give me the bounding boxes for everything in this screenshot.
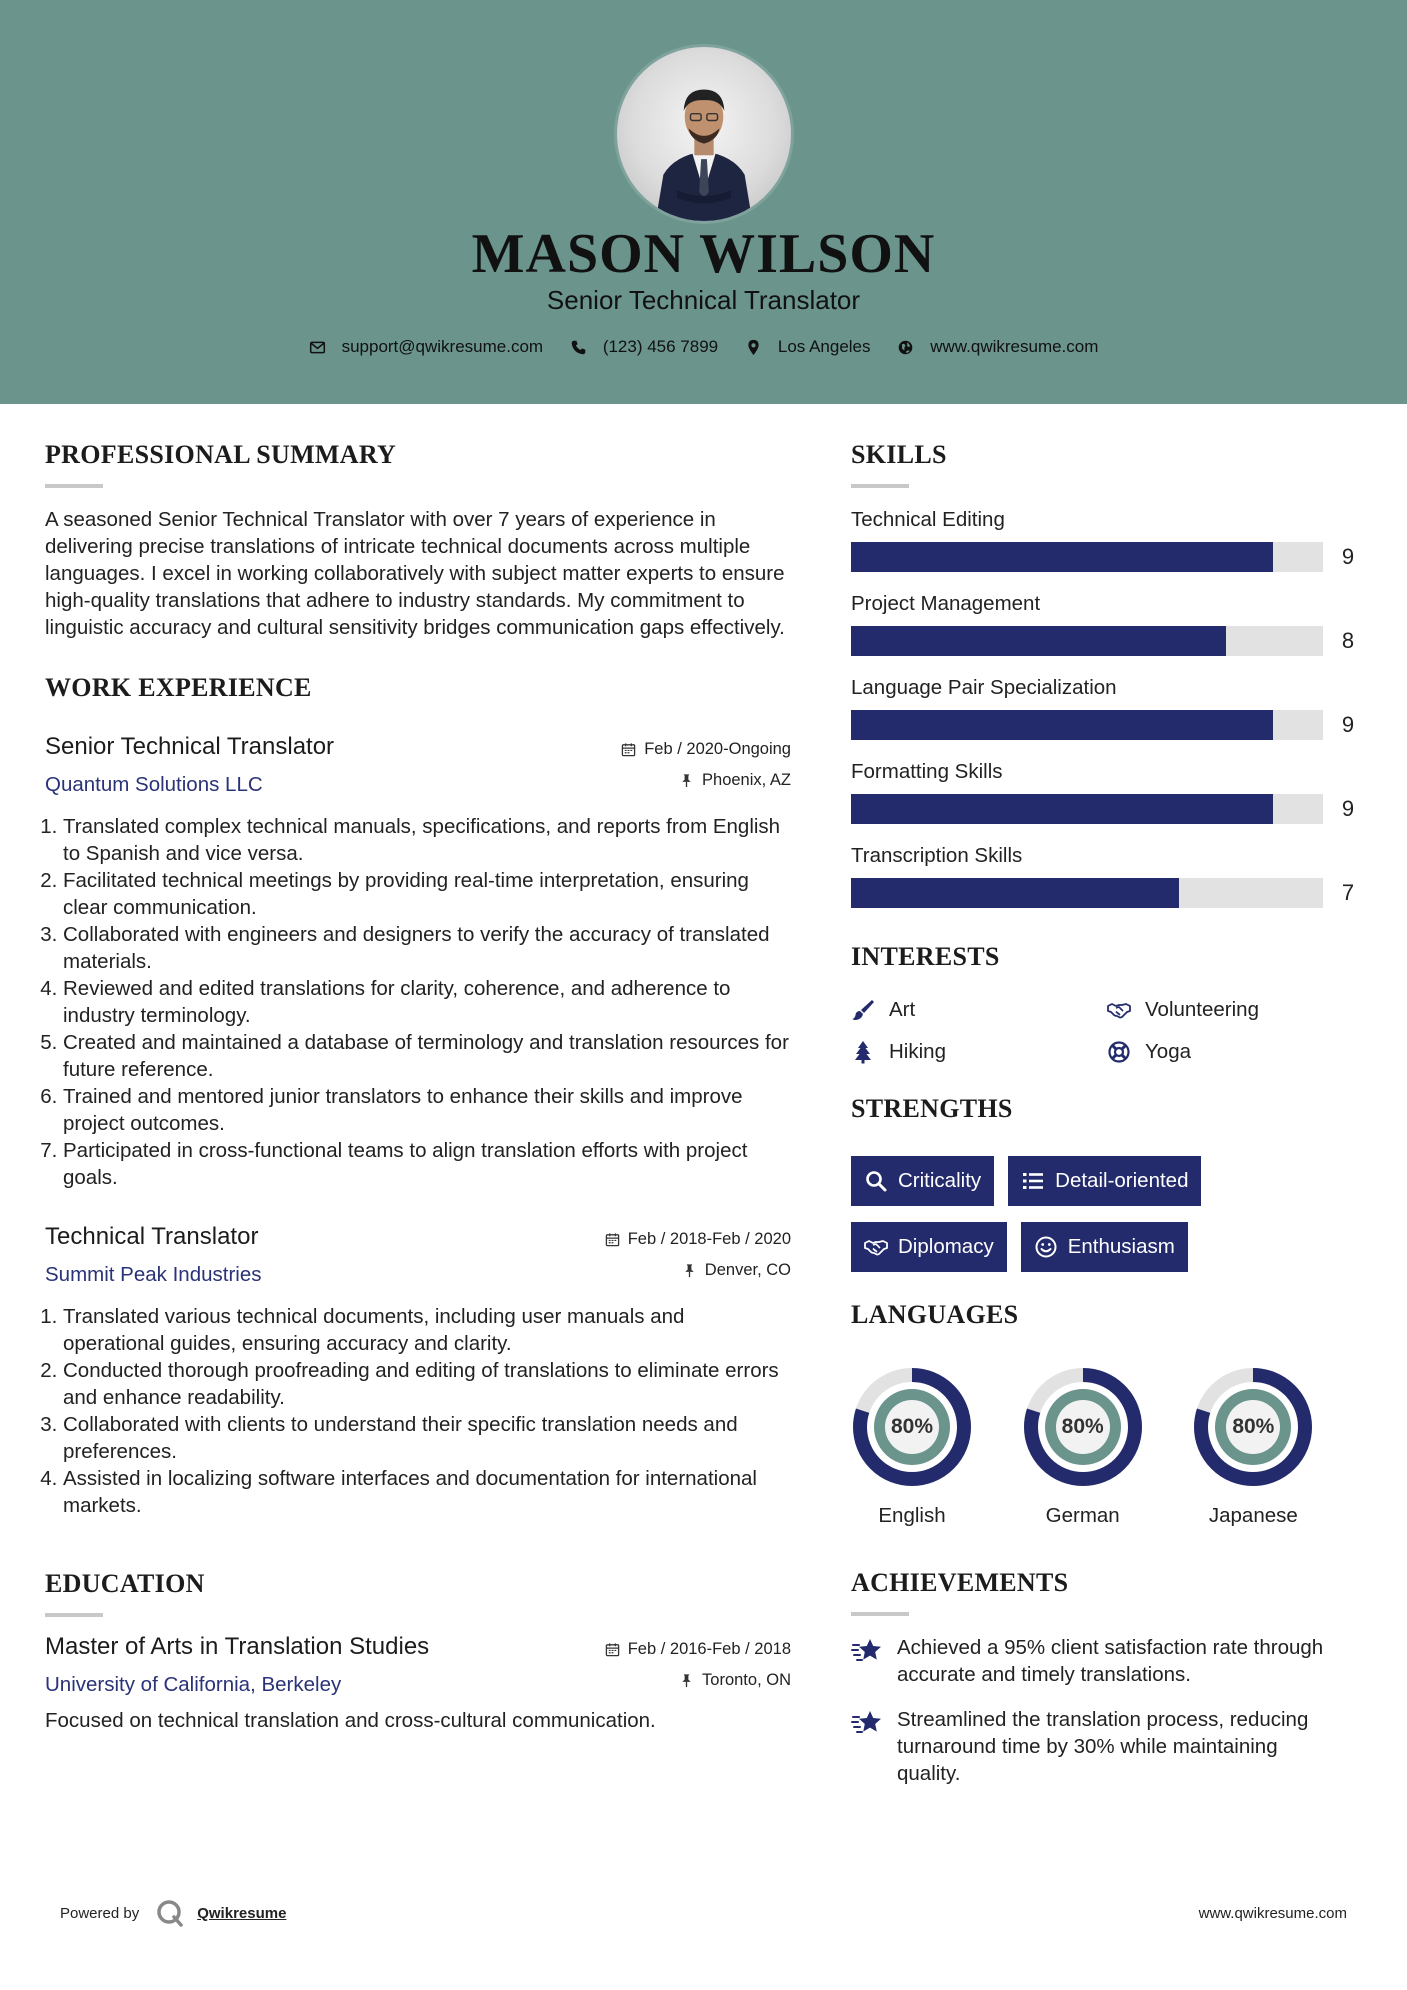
skill-row	[851, 794, 1363, 824]
section-divider	[851, 484, 909, 488]
strengths-list	[851, 1156, 1281, 1272]
strength-chip	[851, 1156, 994, 1206]
job-duties	[45, 1303, 791, 1519]
skill-bar	[851, 794, 1323, 824]
skill-row	[851, 878, 1363, 908]
skill-value: 7	[1341, 880, 1355, 905]
degree-title: Master of Arts in Translation Studies	[45, 1633, 430, 1660]
interest-item	[1107, 1040, 1363, 1064]
education-meta	[605, 1639, 791, 1690]
interest-item	[851, 998, 1107, 1022]
skill-bar-fill	[851, 878, 1179, 908]
search-icon	[864, 1169, 888, 1193]
language-percent: 80%	[1061, 1415, 1104, 1438]
language-name: Japanese	[1208, 1504, 1298, 1527]
section-title: INTERESTS	[851, 942, 1000, 971]
language-ring	[1022, 1366, 1144, 1488]
paintbrush-icon	[851, 998, 875, 1022]
skill-bar-fill	[851, 794, 1273, 824]
section-title: ACHIEVEMENTS	[851, 1568, 1069, 1597]
skill-bar	[851, 626, 1323, 656]
languages-list	[851, 1366, 1363, 1528]
experience-section	[45, 673, 791, 1519]
achievement-text: Streamlined the translation process, reducing turnaround time by 30% while maintaining quality.	[897, 1708, 1309, 1785]
skill-bar	[851, 710, 1323, 740]
map-pin-icon	[745, 339, 762, 356]
interest-label: Hiking	[889, 1040, 946, 1063]
section-title: PROFESSIONAL SUMMARY	[45, 440, 397, 469]
skills-list	[851, 508, 1363, 908]
education-dates: Feb / 2016-Feb / 2018	[627, 1639, 791, 1658]
skill-bar	[851, 878, 1323, 908]
calendar-icon	[621, 742, 636, 757]
contact-phone[interactable]	[570, 337, 718, 357]
skill-item	[851, 844, 1363, 908]
contact-phone-text: (123) 456 7899	[602, 337, 719, 356]
skill-name: Transcription Skills	[851, 844, 1023, 867]
language-item	[851, 1366, 1022, 1528]
interests-section	[851, 942, 1363, 1064]
skill-row	[851, 710, 1363, 740]
interest-item	[851, 1040, 1107, 1064]
strength-chip	[1021, 1222, 1188, 1272]
profile-photo	[614, 44, 794, 224]
section-title: SKILLS	[851, 440, 947, 469]
education-entry	[45, 1633, 791, 1734]
skill-bar-fill	[851, 626, 1226, 656]
duty-item: 4. Assisted in localizing software interfaces and documentation for international markets.	[63, 1465, 791, 1519]
duty-item: 1. Translated various technical documents, including user manuals and operational guides, ensuring accuracy and clarity.	[63, 1303, 791, 1357]
footer-website[interactable]: www.qwikresume.com	[1198, 1905, 1347, 1922]
job-location: Phoenix, AZ	[702, 770, 791, 789]
skill-bar	[851, 542, 1323, 572]
tree-icon	[851, 1040, 875, 1064]
job-company: Summit Peak Industries	[45, 1263, 262, 1286]
star-award-icon	[851, 1708, 883, 1738]
footer-powered-by	[60, 1898, 286, 1928]
job-entry	[45, 1223, 791, 1519]
section-divider	[851, 1612, 909, 1616]
job-title: Senior Technical Translator	[45, 733, 335, 760]
skill-bar-fill	[851, 710, 1273, 740]
qwikresume-logo-icon	[155, 1898, 185, 1928]
section-divider	[45, 1613, 103, 1617]
interest-label: Volunteering	[1145, 998, 1259, 1021]
duty-item: 3. Collaborated with engineers and designers to verify the accuracy of translated materials.	[63, 921, 791, 975]
contact-email-text: support@qwikresume.com	[341, 337, 544, 356]
globe-icon	[897, 339, 914, 356]
skill-item	[851, 592, 1363, 656]
duty-item: 1. Translated complex technical manuals, specifications, and reports from English to Spanish and vice versa.	[63, 813, 791, 867]
contact-website[interactable]	[897, 337, 1098, 357]
job-meta	[621, 739, 791, 790]
language-item	[1022, 1366, 1193, 1528]
skill-value: 9	[1341, 712, 1355, 737]
skill-name: Formatting Skills	[851, 760, 1003, 783]
lifebuoy-icon	[1107, 1040, 1131, 1064]
handshake-icon	[1107, 998, 1131, 1022]
candidate-role: Senior Technical Translator	[546, 285, 861, 315]
candidate-name: MASON WILSON	[471, 223, 936, 285]
section-divider	[45, 484, 103, 488]
job-company: Quantum Solutions LLC	[45, 773, 263, 796]
smile-icon	[1034, 1235, 1058, 1259]
section-title: EDUCATION	[45, 1569, 205, 1598]
achievements-section	[851, 1568, 1363, 1787]
skill-row	[851, 542, 1363, 572]
interest-item	[1107, 998, 1363, 1022]
qwikresume-link[interactable]: Qwikresume	[197, 1904, 287, 1922]
contact-website-text: www.qwikresume.com	[930, 337, 1099, 356]
pushpin-icon	[682, 1263, 697, 1278]
skill-item	[851, 760, 1363, 824]
duty-item: 4. Reviewed and edited translations for clarity, coherence, and adherence to industry terminology.	[63, 975, 791, 1029]
strengths-section	[851, 1094, 1363, 1272]
education-section	[45, 1569, 791, 1734]
section-title: STRENGTHS	[851, 1094, 1013, 1123]
job-meta	[605, 1229, 791, 1280]
achievement-item	[851, 1706, 1363, 1787]
job-dates: Feb / 2018-Feb / 2020	[627, 1229, 791, 1248]
section-title: LANGUAGES	[851, 1300, 1019, 1329]
skill-value: 9	[1341, 796, 1355, 821]
strength-chip	[851, 1222, 1007, 1272]
strength-label: Criticality	[898, 1169, 982, 1192]
skill-row	[851, 626, 1363, 656]
contact-bar	[0, 337, 1407, 361]
resume-header	[0, 0, 1407, 404]
duty-item: 2. Facilitated technical meetings by providing real-time interpretation, ensuring clear communication.	[63, 867, 791, 921]
pushpin-icon	[679, 773, 694, 788]
interest-label: Art	[889, 998, 916, 1021]
job-location: Denver, CO	[704, 1260, 791, 1279]
strength-label: Detail-oriented	[1055, 1169, 1189, 1192]
summary-section	[45, 440, 791, 641]
right-column	[851, 440, 1363, 1787]
language-percent: 80%	[890, 1415, 934, 1438]
phone-icon	[570, 339, 587, 356]
skill-bar-fill	[851, 542, 1273, 572]
interests-list	[851, 998, 1363, 1064]
calendar-icon	[605, 1232, 620, 1247]
education-location: Toronto, ON	[702, 1670, 791, 1689]
handshake-icon	[864, 1235, 888, 1259]
job-duties	[45, 813, 791, 1191]
job-entry	[45, 733, 791, 1191]
skills-section	[851, 440, 1363, 908]
skill-item	[851, 508, 1363, 572]
achievement-item	[851, 1634, 1363, 1688]
duty-item: 5. Created and maintained a database of terminology and translation resources for future reference.	[63, 1029, 791, 1083]
summary-text: A seasoned Senior Technical Translator with over 7 years of experience in delivering precise translations of intricate technical documents across multiple languages. I excel in working collaboratively with subject matter experts to ensure high-quality translations that adhere to industry standards. My commitment to linguistic accuracy and cultural sensitivity bridges communication gaps effectively.	[45, 508, 785, 639]
skill-name: Technical Editing	[851, 508, 1005, 531]
skill-value: 8	[1341, 628, 1355, 653]
language-item	[1192, 1366, 1363, 1528]
language-name: German	[1045, 1504, 1120, 1527]
skill-item	[851, 676, 1363, 740]
envelope-icon	[309, 339, 326, 356]
list-icon	[1021, 1169, 1045, 1193]
strength-chip	[1008, 1156, 1201, 1206]
language-ring	[851, 1366, 973, 1488]
job-dates: Feb / 2020-Ongoing	[644, 739, 791, 758]
duty-item: 6. Trained and mentored junior translators to enhance their skills and improve project outcomes.	[63, 1083, 791, 1137]
section-title: WORK EXPERIENCE	[45, 673, 312, 702]
duty-item: 2. Conducted thorough proofreading and editing of translations to eliminate errors and enhance readability.	[63, 1357, 791, 1411]
contact-location	[745, 337, 871, 357]
duty-item: 7. Participated in cross-functional teams to align translation efforts with project goals.	[63, 1137, 791, 1191]
strength-label: Enthusiasm	[1067, 1235, 1175, 1258]
language-percent: 80%	[1232, 1415, 1275, 1438]
job-title: Technical Translator	[45, 1223, 259, 1250]
left-column	[45, 440, 791, 1734]
calendar-icon	[605, 1642, 620, 1657]
contact-email[interactable]	[309, 337, 544, 357]
duty-item: 3. Collaborated with clients to understand their specific translation needs and preferences.	[63, 1411, 791, 1465]
achievement-text: Achieved a 95% client satisfaction rate through accurate and timely translations.	[897, 1636, 1324, 1686]
star-award-icon	[851, 1636, 883, 1666]
languages-section	[851, 1300, 1363, 1528]
education-description: Focused on technical translation and cross-cultural communication.	[45, 1709, 656, 1732]
skill-name: Language Pair Specialization	[851, 676, 1117, 699]
skill-value: 9	[1341, 544, 1355, 569]
strength-label: Diplomacy	[898, 1235, 994, 1258]
language-ring	[1192, 1366, 1314, 1488]
school-name: University of California, Berkeley	[45, 1673, 342, 1696]
language-name: English	[878, 1504, 946, 1527]
skill-name: Project Management	[851, 592, 1041, 615]
powered-by-text: Powered by	[60, 1904, 140, 1922]
interest-label: Yoga	[1145, 1040, 1191, 1063]
contact-location-text: Los Angeles	[777, 337, 871, 356]
pushpin-icon	[679, 1673, 694, 1688]
